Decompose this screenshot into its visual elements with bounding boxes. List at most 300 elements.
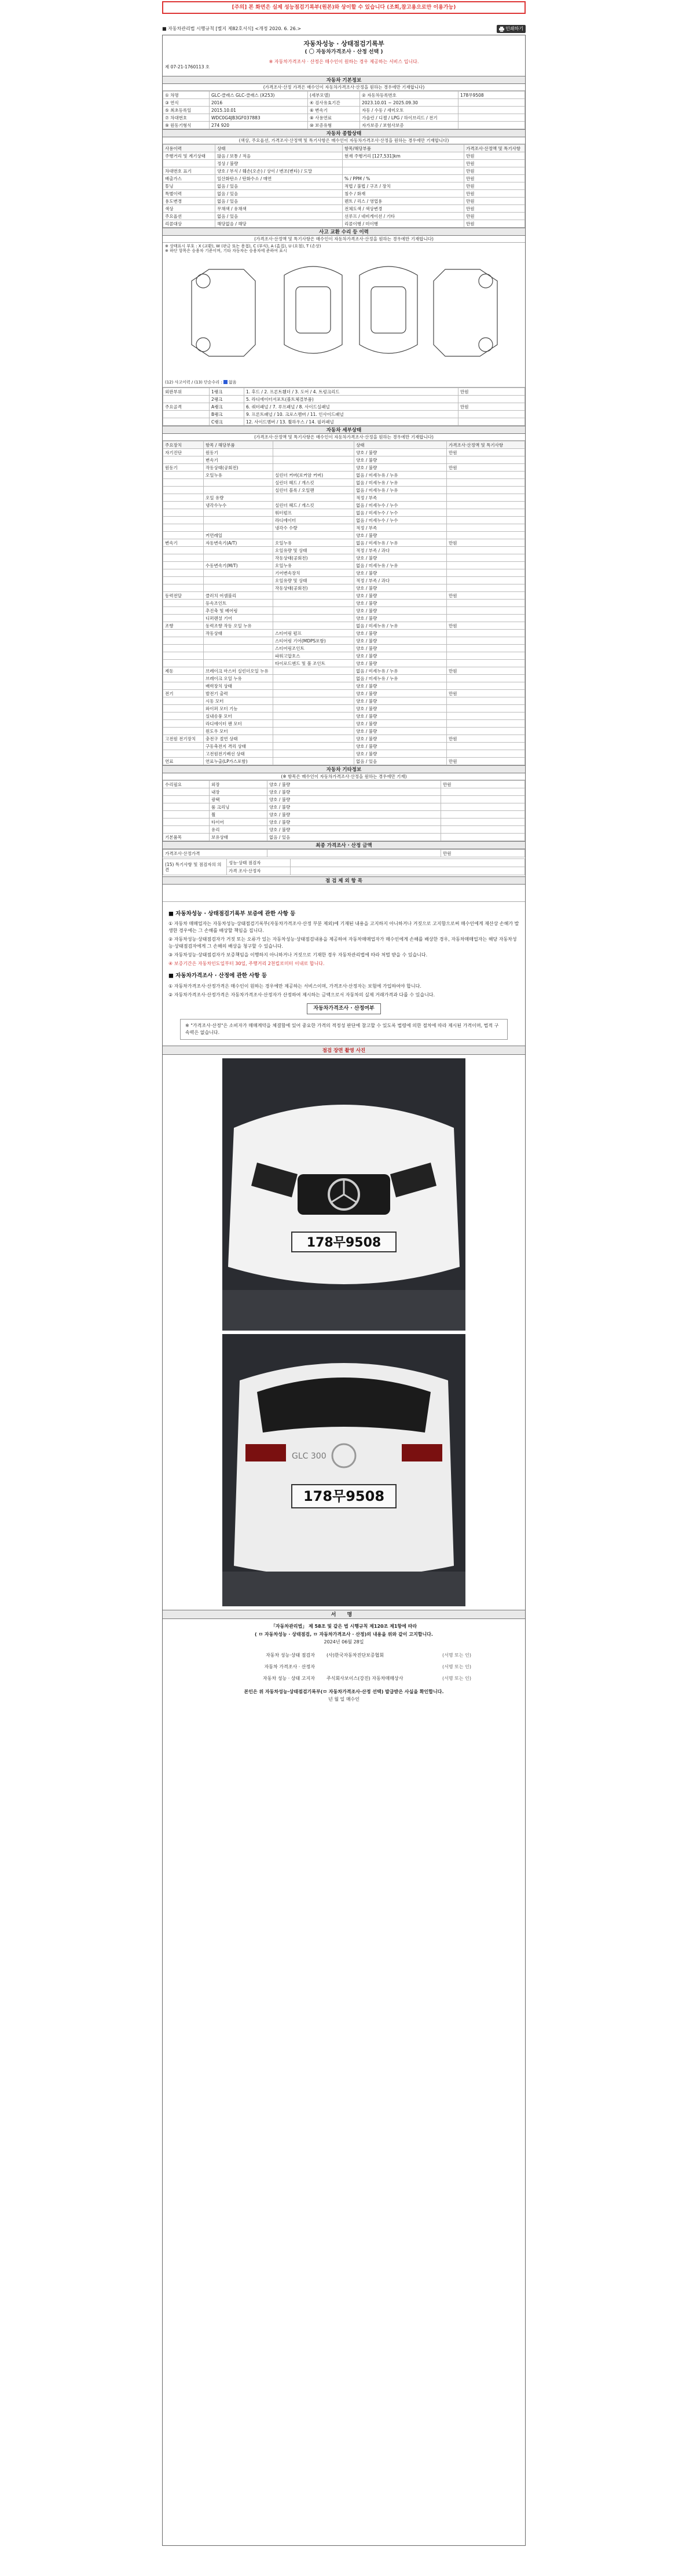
basic-info-row xyxy=(163,99,525,107)
detail-cell: 스티어링 기어(MDPS포함) xyxy=(273,637,354,645)
other-cell: 없음 / 있음 xyxy=(267,834,441,841)
status-cell: 배출가스 xyxy=(163,175,215,182)
other-row xyxy=(163,826,525,834)
other-cell: 룸 크리닝 xyxy=(210,803,267,811)
detail-cell: 라디에이터 팬 모터 xyxy=(204,720,273,728)
print-label: 인쇄하기 xyxy=(505,26,523,32)
detail-cell: 오일누유 xyxy=(204,472,273,479)
detail-cell xyxy=(447,569,525,577)
detail-row xyxy=(163,615,525,622)
detail-cell: 양호 / 불량 xyxy=(354,645,447,652)
detail-cell xyxy=(447,750,525,758)
status-cell: % / PPM / % xyxy=(343,175,464,182)
basic-info-cell: (세부모델) xyxy=(308,92,360,99)
basic-info-cell: 178무9508 xyxy=(458,92,525,99)
car-front-image xyxy=(222,1058,465,1331)
status-cell xyxy=(343,160,464,167)
other-row xyxy=(163,811,525,819)
detail-cell: 등속조인트 xyxy=(204,600,273,607)
detail-cell xyxy=(204,577,273,584)
detail-cell: 양호 / 불량 xyxy=(354,630,447,637)
basic-info-cell: ⑥ 변속기 xyxy=(308,107,360,114)
status-cell: 만원 xyxy=(464,213,525,220)
other-info-table xyxy=(163,780,525,841)
other-cell: 휠 xyxy=(210,811,267,819)
detail-row xyxy=(163,577,525,584)
detail-header-cell: 가격조사·산정액 및 특기사항 xyxy=(447,441,525,449)
accident-info-header: 사고 교환 수리 등 이력 xyxy=(163,228,525,236)
detail-cell: 양호 / 불량 xyxy=(354,456,447,464)
detail-cell xyxy=(447,517,525,524)
status-cell xyxy=(343,167,464,175)
detail-cell: 만원 xyxy=(447,464,525,472)
detail-row xyxy=(163,456,525,464)
detail-cell: 브레이크 마스터 실린더오일 누유 xyxy=(204,667,273,675)
status-cell: 없음 / 있음 xyxy=(215,190,343,198)
appraisal-box-title: 자동차가격조사 · 산정여부 xyxy=(307,1003,380,1015)
accident-cell: 12. 사이드멤버 / 13. 휠하우스 / 14. 필러패널 xyxy=(244,418,458,426)
detail-cell xyxy=(447,479,525,487)
detail-row xyxy=(163,472,525,479)
other-cell xyxy=(163,788,210,796)
signer-role: 자동차 성능·상태 점검자 xyxy=(266,1652,315,1658)
status-row xyxy=(163,205,525,213)
detail-cell xyxy=(163,637,204,645)
status-header-cell: 항목/해당부품 xyxy=(343,145,464,152)
detail-cell: 수동변속기(M/T) xyxy=(204,562,273,569)
basic-info-row xyxy=(163,114,525,122)
detail-cell: 양호 / 불량 xyxy=(354,637,447,645)
status-cell: 양호 / 부식 / 훼손(오손) / 상이 / 변조(변타) / 도말 xyxy=(215,167,343,175)
detail-cell: 자동변속기(A/T) xyxy=(204,539,273,547)
other-cell xyxy=(441,811,525,819)
detail-cell: 윈도우 모터 xyxy=(204,728,273,735)
basic-info-cell: ⑧ 사용연료 xyxy=(308,114,360,122)
status-cell: 차대번호 표기 xyxy=(163,167,215,175)
accident-cell xyxy=(163,396,210,403)
detail-cell: 양호 / 불량 xyxy=(354,660,447,667)
accident-cell: 외판부위 xyxy=(163,388,210,396)
other-info-note: (※ 항목은 매수인이 자동차가격조사·산정을 원하는 경우에만 기재) xyxy=(163,773,525,780)
detail-cell: 고전원전기배선 상태 xyxy=(204,750,273,758)
detail-cell xyxy=(273,743,354,750)
detail-cell: 충전구 절연 상태 xyxy=(204,735,273,743)
detail-row xyxy=(163,750,525,758)
detail-cell: 양호 / 불량 xyxy=(354,735,447,743)
other-cell xyxy=(441,819,525,826)
basic-info-cell xyxy=(458,107,525,114)
detail-cell xyxy=(163,562,204,569)
other-cell: 양호 / 불량 xyxy=(267,803,441,811)
excluded-items-header: 점 검 제 외 항 목 xyxy=(163,876,525,885)
detail-cell xyxy=(204,479,273,487)
detail-cell xyxy=(273,720,354,728)
status-info-note: (색상, 주요옵션, 가격조사·산정액 및 특기사항은 매수인이 자동차가격조사·산정을 원하는 경우에만 기재합니다) xyxy=(163,137,525,144)
detail-cell xyxy=(163,630,204,637)
detail-cell: 적정 / 부족 / 과다 xyxy=(354,547,447,554)
detail-cell xyxy=(163,494,204,502)
detail-cell xyxy=(204,524,273,532)
detail-cell: 양호 / 불량 xyxy=(354,554,447,562)
detail-cell: 양호 / 불량 xyxy=(354,569,447,577)
detail-header-cell: 상태 xyxy=(354,441,447,449)
detail-cell xyxy=(447,547,525,554)
detail-cell: 없음 / 미세누유 / 누유 xyxy=(354,487,447,494)
other-row xyxy=(163,803,525,811)
other-cell: 외장 xyxy=(210,781,267,788)
accident-cell: 9. 프론트패널 / 10. 크로스멤버 / 11. 인사이드패널 xyxy=(244,411,458,418)
status-cell: 색상 xyxy=(163,205,215,213)
price-cell: 가격조사·산정가격 xyxy=(163,850,267,857)
detail-row xyxy=(163,743,525,750)
detail-cell xyxy=(273,464,354,472)
detail-cell xyxy=(163,547,204,554)
detail-row xyxy=(163,652,525,660)
other-cell xyxy=(163,819,210,826)
detail-cell xyxy=(447,472,525,479)
detail-cell: 실린더 커버(로커암 커버) xyxy=(273,472,354,479)
detail-row xyxy=(163,584,525,592)
basic-info-cell: 2015.10.01 xyxy=(210,107,308,114)
detail-cell xyxy=(204,547,273,554)
detail-cell xyxy=(204,660,273,667)
detail-cell xyxy=(163,652,204,660)
appraisal-notice: ※ "가격조사·산정"은 소비자가 매매계약을 체결함에 있어 중요한 가격의 적정성 판단에 참고할 수 있도록 법령에 의한 절차에 따라 제시된 가격이며, 법적 구속력은 없습니다. xyxy=(180,1019,508,1040)
detail-cell xyxy=(447,524,525,532)
accident-cell xyxy=(458,396,525,403)
detail-cell: 오일 유량 xyxy=(204,494,273,502)
detail-cell xyxy=(273,690,354,697)
status-row xyxy=(163,190,525,198)
plate-text-1: 178무9508 xyxy=(306,1236,381,1250)
detail-cell: 양호 / 불량 xyxy=(354,712,447,720)
detail-row xyxy=(163,712,525,720)
status-cell: 침수 / 화재 xyxy=(343,190,464,198)
detail-cell xyxy=(163,472,204,479)
other-cell xyxy=(441,826,525,834)
detail-cell xyxy=(163,697,204,705)
status-cell: 리콜대상 xyxy=(163,220,215,228)
detail-cell xyxy=(273,592,354,600)
status-cell: 렌트 / 리스 / 영업용 xyxy=(343,198,464,205)
other-cell: 양호 / 불량 xyxy=(267,811,441,819)
detail-cell xyxy=(273,682,354,690)
detail-cell xyxy=(204,509,273,517)
status-cell: 해당없음 / 해당 xyxy=(215,220,343,228)
print-button[interactable] xyxy=(497,25,526,33)
detail-row xyxy=(163,479,525,487)
detail-cell xyxy=(447,705,525,712)
detail-cell: 양호 / 불량 xyxy=(354,697,447,705)
status-header-cell: 사용이력 xyxy=(163,145,215,152)
detail-cell: 만원 xyxy=(447,449,525,456)
detail-cell xyxy=(163,554,204,562)
other-row xyxy=(163,796,525,803)
sign-law: 「자동차관리법」 제 58조 및 같은 법 시행규칙 제120조 제1항에 따라 xyxy=(270,1624,417,1629)
other-cell: 양호 / 불량 xyxy=(267,788,441,796)
detail-cell: 디퍼렌셜 기어 xyxy=(204,615,273,622)
detail-row xyxy=(163,675,525,682)
detail-cell: 작동상태(공회전) xyxy=(204,464,273,472)
detail-cell xyxy=(163,750,204,758)
detail-cell: 만원 xyxy=(447,622,525,630)
detail-cell xyxy=(204,584,273,592)
detail-cell: 양호 / 불량 xyxy=(354,743,447,750)
status-cell: 만원 xyxy=(464,160,525,167)
detail-cell xyxy=(273,622,354,630)
accident-cell: 5. 라디에이터서포트(볼트체결부품) xyxy=(244,396,458,403)
detail-row xyxy=(163,720,525,728)
basic-info-cell xyxy=(458,114,525,122)
detail-cell: 적정 / 부족 xyxy=(354,524,447,532)
detail-row xyxy=(163,637,525,645)
detail-cell xyxy=(163,509,204,517)
detail-cell xyxy=(273,600,354,607)
other-cell xyxy=(441,788,525,796)
status-cell: 만원 xyxy=(464,175,525,182)
detail-cell: 만원 xyxy=(447,758,525,765)
detail-row xyxy=(163,592,525,600)
detail-cell xyxy=(447,712,525,720)
detail-cell: 타이로드엔드 및 볼 조인트 xyxy=(273,660,354,667)
signature-body xyxy=(163,1619,525,1650)
detail-row xyxy=(163,554,525,562)
detail-cell xyxy=(204,517,273,524)
status-cell: 선루프 / 네비게이션 / 기타 xyxy=(343,213,464,220)
status-row xyxy=(163,213,525,220)
detail-cell: 양호 / 불량 xyxy=(354,449,447,456)
signer-name: (사)한국자동차진단보증협회 xyxy=(327,1652,384,1658)
accident-cell: B랭크 xyxy=(210,411,244,418)
sign-date: 2024년 06월 28일 xyxy=(324,1639,364,1645)
diagram-legend: (12) 사고이력 / (13) 단순수리 : 없음 xyxy=(165,379,237,385)
note-p5: ① 자동차가격조사·산정가격은 매수인이 원하는 경우에만 제공하는 서비스이며, 가격조사·산정자는 보험에 가입하여야 합니다. xyxy=(168,983,421,989)
detail-cell xyxy=(447,645,525,652)
detail-cell xyxy=(163,682,204,690)
diagram-symbol-note: ※ 상태표시 부호 : X (교환), W (판금 또는 용접), C (부식), A (흠집), U (요철), T (손상) xyxy=(165,244,321,249)
warranty-notes xyxy=(163,902,525,1046)
other-cell xyxy=(441,834,525,841)
detail-cell: 스티어링조인트 xyxy=(273,645,354,652)
detail-cell: 배력장치 상태 xyxy=(204,682,273,690)
basic-info-cell xyxy=(458,122,525,129)
detail-row xyxy=(163,509,525,517)
detail-cell xyxy=(447,743,525,750)
accident-cell: 만원 xyxy=(458,403,525,411)
detail-row xyxy=(163,758,525,765)
detail-cell: 없음 / 있음 xyxy=(354,758,447,765)
opinion-appraiser: 가격 조사·산정자 xyxy=(227,867,291,875)
other-row xyxy=(163,819,525,826)
detail-cell: 없음 / 미세누유 / 누유 xyxy=(354,479,447,487)
other-cell xyxy=(163,811,210,819)
detail-cell xyxy=(163,712,204,720)
detail-cell: 작동상태(공회전) xyxy=(273,584,354,592)
status-cell: 만원 xyxy=(464,190,525,198)
detail-cell xyxy=(273,750,354,758)
detail-cell: 만원 xyxy=(447,690,525,697)
detail-row xyxy=(163,524,525,532)
note-p4: ④ 보증기간은 자동차인도일부터 30일, 주행거리 2천킬로미터 이내로 합니다. xyxy=(168,961,325,967)
detail-cell xyxy=(273,449,354,456)
sign-law-2: ( ㅁ 자동차성능 · 상태점검, ㅁ 자동차가격조사 · 산정)의 내용을 위와 같이 고지합니다. xyxy=(255,1631,433,1637)
detail-cell xyxy=(273,697,354,705)
status-cell: 정상 / 불량 xyxy=(215,160,343,167)
detail-row xyxy=(163,562,525,569)
detail-cell xyxy=(447,637,525,645)
accident-cell: 만원 xyxy=(458,388,525,396)
detail-cell: 만원 xyxy=(447,667,525,675)
note-p2: ② 자동차성능·상태점검자가 거짓 또는 오류가 있는 자동차성능·상태점검내용을 제공하여 자동차매매업자가 매수인에게 손해를 배상한 경우, 자동차매매업자는 해당 자동차성능·상태점검자에게 그 손해의 배상을 청구할 수 있습니다. xyxy=(168,937,517,949)
front-photo xyxy=(222,1058,465,1331)
signer-row xyxy=(163,1650,525,1661)
accident-cell: 주요골격 xyxy=(163,403,210,411)
detail-cell xyxy=(447,456,525,464)
detail-cell: 없음 / 미세누유 / 누유 xyxy=(354,562,447,569)
detail-cell: 작동상태 xyxy=(204,630,273,637)
detail-cell: 양호 / 불량 xyxy=(354,584,447,592)
status-cell: 없음 / 있음 xyxy=(215,213,343,220)
accident-row xyxy=(163,388,525,396)
basic-info-cell: 자가보증 / 보험사보증 xyxy=(360,122,458,129)
detail-info-table xyxy=(163,441,525,765)
status-cell: 현재 주행거리 [127,531]km xyxy=(343,152,464,160)
detail-cell xyxy=(447,720,525,728)
detail-cell xyxy=(447,562,525,569)
price-header: 최종 가격조사 · 산정 금액 xyxy=(163,841,525,849)
signer-role: 자동차 성능 · 상태 고지자 xyxy=(263,1675,315,1681)
accident-info-table xyxy=(163,388,525,426)
detail-cell xyxy=(273,667,354,675)
status-info-header: 자동차 종합상태 xyxy=(163,129,525,137)
status-cell: 적법 / 불법 / 구조 / 장치 xyxy=(343,182,464,190)
status-cell: 일산화탄소 / 탄화수소 / 매연 xyxy=(215,175,343,182)
detail-row xyxy=(163,569,525,577)
price-cell: 만원 xyxy=(441,850,525,857)
accident-row xyxy=(163,418,525,426)
status-cell: 주요옵션 xyxy=(163,213,215,220)
basic-info-note: (가격조사·산정 가격은 매수인이 자동차가격조사·산정을 원하는 경우에만 기재합니다) xyxy=(163,84,525,91)
detail-cell xyxy=(273,615,354,622)
detail-cell xyxy=(447,487,525,494)
basic-info-cell: ② 자동차등록번호 xyxy=(360,92,458,99)
accident-cell: A랭크 xyxy=(210,403,244,411)
detail-cell xyxy=(447,675,525,682)
price-table xyxy=(163,849,525,857)
detail-cell: 양호 / 불량 xyxy=(354,600,447,607)
other-cell: 수리필요 xyxy=(163,781,210,788)
detail-row xyxy=(163,622,525,630)
detail-cell: 원동기 xyxy=(204,449,273,456)
plate-text-2: 178무9508 xyxy=(303,1488,385,1504)
detail-cell: 커먼레일 xyxy=(204,532,273,539)
basic-info-cell xyxy=(458,99,525,107)
detail-cell: 실내송풍 모터 xyxy=(204,712,273,720)
detail-cell: 와이퍼 모터 기능 xyxy=(204,705,273,712)
detail-cell: 추진축 및 베어링 xyxy=(204,607,273,615)
printer-icon xyxy=(499,27,504,32)
detail-info-note: (가격조사·산정액 및 특기사항은 매수인이 자동차가격조사·산정을 원하는 경우에만 기재합니다) xyxy=(163,434,525,441)
status-info-table xyxy=(163,144,525,228)
other-cell: 양호 / 불량 xyxy=(267,819,441,826)
status-cell: 만원 xyxy=(464,220,525,228)
detail-cell xyxy=(163,660,204,667)
other-cell xyxy=(163,826,210,834)
detail-cell xyxy=(273,735,354,743)
car-rear-image xyxy=(222,1334,465,1606)
other-cell: 보유상태 xyxy=(210,834,267,841)
basic-info-cell: ⑨ 원동기형식 xyxy=(163,122,210,129)
detail-cell: 오일유량 및 상태 xyxy=(273,547,354,554)
detail-cell: 연료 xyxy=(163,758,204,765)
detail-cell: 작동상태(공회전) xyxy=(273,554,354,562)
detail-row xyxy=(163,728,525,735)
status-cell: 만원 xyxy=(464,198,525,205)
detail-cell xyxy=(163,728,204,735)
signature-rows xyxy=(163,1650,525,1685)
detail-row xyxy=(163,690,525,697)
status-row xyxy=(163,160,525,167)
detail-cell: 변속기 xyxy=(163,539,204,547)
basic-info-cell: ④ 검사유효기간 xyxy=(308,99,360,107)
detail-cell: 양호 / 불량 xyxy=(354,682,447,690)
detail-row xyxy=(163,502,525,509)
detail-cell: 양호 / 불량 xyxy=(354,607,447,615)
detail-cell: 발전기 출력 xyxy=(204,690,273,697)
basic-info-cell: 자동 / 수동 / 세미오토 xyxy=(360,107,458,114)
other-cell: 양호 / 불량 xyxy=(267,826,441,834)
status-cell: 특별이력 xyxy=(163,190,215,198)
detail-cell xyxy=(447,532,525,539)
detail-cell: 클러치 어셈블리 xyxy=(204,592,273,600)
detail-cell: 적정 / 부족 / 과다 xyxy=(354,577,447,584)
other-cell: 양호 / 불량 xyxy=(267,796,441,803)
detail-cell xyxy=(163,600,204,607)
detail-cell xyxy=(204,554,273,562)
detail-cell xyxy=(273,607,354,615)
car-damage-diagram xyxy=(163,243,525,388)
status-cell: 용도변경 xyxy=(163,198,215,205)
detail-info-header: 자동차 세부상태 xyxy=(163,426,525,434)
detail-cell: 양호 / 불량 xyxy=(354,705,447,712)
detail-cell xyxy=(447,584,525,592)
basic-info-row xyxy=(163,122,525,129)
detail-row xyxy=(163,630,525,637)
basic-info-row xyxy=(163,92,525,99)
other-info-header: 자동차 기타정보 xyxy=(163,765,525,773)
detail-row xyxy=(163,697,525,705)
detail-cell xyxy=(273,494,354,502)
title-block xyxy=(163,35,525,76)
detail-cell xyxy=(163,456,204,464)
other-row xyxy=(163,781,525,788)
signer-role: 자동차 가격조사 · 산정자 xyxy=(264,1664,315,1669)
status-cell: 많음 / 보통 / 적음 xyxy=(215,152,343,160)
detail-cell xyxy=(447,554,525,562)
detail-cell: 없음 / 미세누유 / 누유 xyxy=(354,667,447,675)
status-row xyxy=(163,198,525,205)
detail-cell xyxy=(447,682,525,690)
status-cell xyxy=(163,160,215,167)
detail-cell xyxy=(163,532,204,539)
status-cell: 무채색 / 유채색 xyxy=(215,205,343,213)
basic-info-cell: ① 차명 xyxy=(163,92,210,99)
rear-photo xyxy=(222,1334,465,1606)
detail-cell xyxy=(447,652,525,660)
accident-cell xyxy=(458,411,525,418)
basic-info-cell: ⑤ 최초등록일 xyxy=(163,107,210,114)
detail-cell xyxy=(447,509,525,517)
